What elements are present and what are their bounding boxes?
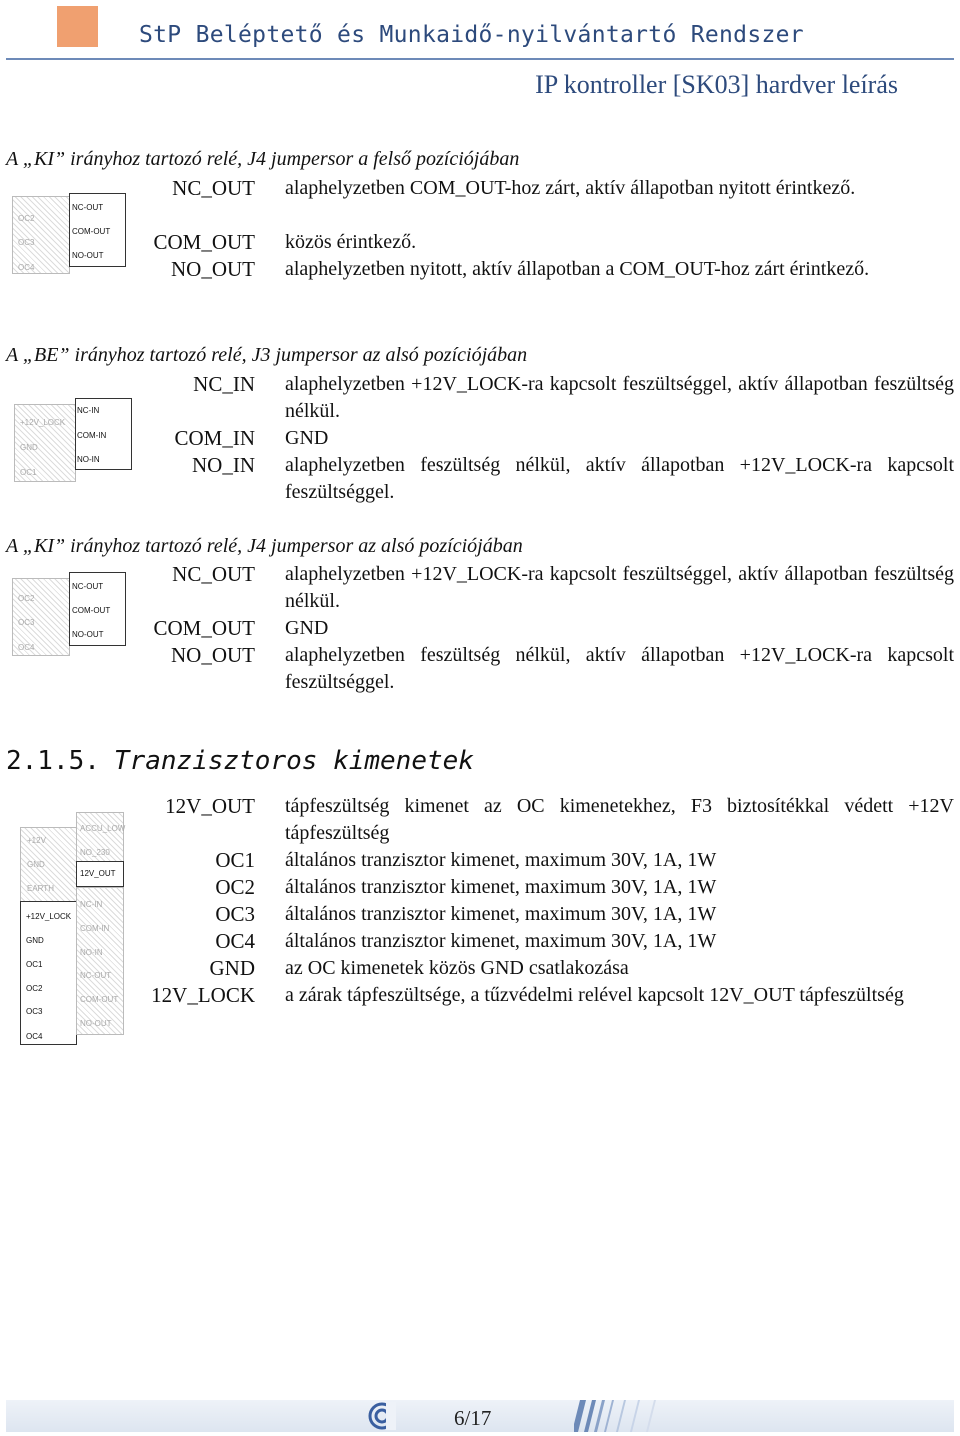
pin-label: OC3 [18,618,35,627]
pin-label: OC3 [26,1007,43,1016]
definition-desc: GND [285,427,329,449]
header-rule [6,58,954,60]
pin-label: EARTH [27,884,54,893]
pin-label: COM-IN [77,431,107,440]
definition-desc: az OC kimenetek közös GND csatlakozása [285,957,629,979]
pin-label: NO-IN [77,455,100,464]
definition-term: OC1 [215,848,255,872]
pin-label: COM-OUT [80,995,119,1004]
pin-label: OC1 [26,960,43,969]
definition-desc: közös érintkező. [285,231,417,253]
document-title: StP Beléptető és Munkaidő-nyilvántartó Rendszer [139,22,804,48]
definition-desc: alaphelyzetben +12V_LOCK-ra kapcsolt feszültséggel, aktív állapotban feszültség nélkül. [285,563,954,612]
definition-desc: alaphelyzetben COM_OUT-hoz zárt, aktív állapotban nyitott érintkező. [285,177,856,199]
pin-label: NC-IN [80,900,103,909]
definition-term: OC4 [215,929,255,953]
page-number: 6/17 [454,1406,492,1430]
subsection-number: 2.1.5. [6,746,100,776]
document-subtitle: IP kontroller [SK03] hardver leírás [535,70,898,99]
definition-term: 12V_OUT [165,794,255,818]
pin-label: GND [26,936,44,945]
definition-term: GND [209,956,255,980]
definition-term: NC_OUT [172,176,255,200]
pin-label: GND [27,860,45,869]
pin-label: COM-IN [80,924,110,933]
definition-term: NO_IN [192,453,255,477]
section-heading-be-lower: A „BE” irányhoz tartozó relé, J3 jumpersor az alsó pozíciójában [6,344,528,366]
section-heading-ki-upper: A „KI” irányhoz tartozó relé, J4 jumpersor a felső pozíciójában [6,148,520,170]
definition-term: OC2 [215,875,255,899]
pin-label: 12V_OUT [80,869,116,878]
definition-desc: GND [285,617,329,639]
pin-label: NC-OUT [80,971,112,980]
definition-desc: tápfeszültség kimenet az OC kimenetekhez, F3 biztosítékkal védett +12V tápfeszültség [285,795,954,844]
definition-desc: általános tranzisztor kimenet, maximum 30V, 1A, 1W [285,876,717,898]
definition-desc: alaphelyzetben feszültség nélkül, aktív állapotban +12V_LOCK-ra kapcsolt feszültséggel. [285,454,954,503]
definition-desc: általános tranzisztor kimenet, maximum 30V, 1A, 1W [285,930,717,952]
pin-label: GND [20,443,38,452]
footer-stripes-decoration [574,1400,694,1432]
pin-label: OC4 [18,263,35,272]
pin-label: OC2 [18,594,35,603]
definition-term: COM_OUT [153,230,255,254]
subsection-title: Tranzisztoros kimenetek [113,746,474,776]
pin-label: +12V [27,836,46,845]
definition-term: NO_OUT [171,257,255,281]
definition-desc: általános tranzisztor kimenet, maximum 30V, 1A, 1W [285,903,717,925]
company-logo-icon [368,1402,396,1430]
pin-label: NO-OUT [80,1019,112,1028]
pin-label: NO-OUT [72,630,104,639]
pin-label: +12V_LOCK [20,418,66,427]
pin-label: OC1 [20,468,37,477]
pin-label: NO_230 [80,848,110,857]
pin-label: +12V_LOCK [26,912,72,921]
definition-term: NO_OUT [171,643,255,667]
pin-label: OC2 [26,984,43,993]
page-footer [6,1400,954,1432]
connector-diagram-be-lower [14,398,124,483]
pin-label: NO-OUT [72,251,104,260]
definition-term: COM_OUT [153,616,255,640]
pin-label: NC-OUT [72,203,104,212]
definition-term: COM_IN [174,426,255,450]
pin-label: NC-OUT [72,582,104,591]
section-heading-ki-lower: A „KI” irányhoz tartozó relé, J4 jumpersor az alsó pozíciójában [6,535,523,557]
pin-label: ACCU_LOW [80,824,126,833]
definition-term: OC3 [215,902,255,926]
pin-label: COM-OUT [72,606,111,615]
definition-desc: alaphelyzetben feszültség nélkül, aktív állapotban +12V_LOCK-ra kapcsolt feszültséggel. [285,644,954,693]
pin-label: OC4 [18,643,35,652]
definition-desc: általános tranzisztor kimenet, maximum 30V, 1A, 1W [285,849,717,871]
definition-desc: alaphelyzetben nyitott, aktív állapotban a COM_OUT-hoz zárt érintkező. [285,258,870,280]
pin-label: OC2 [18,214,35,223]
brand-square [57,6,98,47]
subsection-heading [6,746,474,776]
pin-label: OC3 [18,238,35,247]
pin-label: NC-IN [77,406,100,415]
pin-label: NO-IN [80,948,103,957]
definition-desc: a zárak tápfeszültsége, a tűzvédelmi relével kapcsolt 12V_OUT tápfeszültség [285,984,904,1006]
pin-label: OC4 [26,1032,43,1041]
connector-diagram-transistor [20,812,130,1047]
definition-term: NC_OUT [172,562,255,586]
definition-desc: alaphelyzetben +12V_LOCK-ra kapcsolt feszültséggel, aktív állapotban feszültség nélkül. [285,373,954,422]
definition-term: NC_IN [193,372,255,396]
connector-diagram-ki-upper [12,193,112,278]
definition-term: 12V_LOCK [151,983,255,1007]
pin-label: COM-OUT [72,227,111,236]
connector-diagram-ki-lower [12,572,122,657]
